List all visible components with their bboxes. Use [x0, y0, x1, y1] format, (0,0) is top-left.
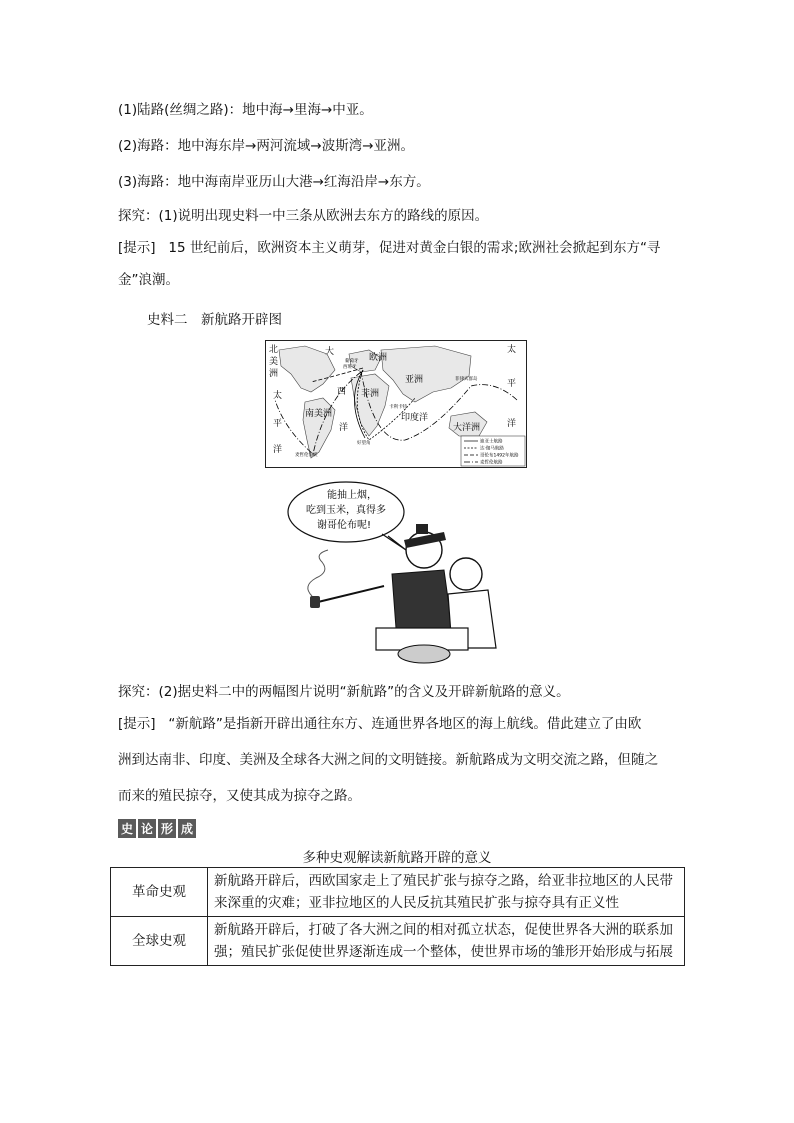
table-row: [111, 917, 685, 966]
question-2: 探究：(2)据史料二中的两幅图片说明“新航路”的含义及开辟新航路的意义。: [118, 684, 570, 700]
section-char-3: 形: [158, 819, 176, 838]
hint-2-line2: 洲到达南非、印度、美洲及全球各大洲之间的文明链接。新航路成为文明交流之路，但随之: [118, 752, 658, 768]
label-magellan-strait: 麦哲伦海峡: [295, 453, 318, 458]
label-pacific-right-1: 太: [507, 345, 517, 355]
label-europe: 欧洲: [369, 353, 388, 363]
route-1: (1)陆路(丝绸之路)：地中海→里海→中亚。: [118, 102, 373, 118]
hint-tag: [提示]: [118, 240, 156, 256]
figure-1-body: [392, 570, 452, 628]
label-philippines: 菲律宾群岛: [455, 377, 478, 382]
table-title: 多种史观解读新航路开辟的意义: [302, 850, 492, 866]
label-north-america-3: 洲: [269, 369, 279, 379]
row-2-value: 新航路开辟后，打破了各大洲之间的相对孤立状态，促使世界各大洲的联系加强；殖民扩张促使世界逐渐连成一个整体，使世界市场的雏形开始形成与拓展: [208, 917, 685, 966]
label-pacific-left-2: 平: [273, 419, 283, 429]
label-north-america-2: 美: [269, 357, 279, 367]
question-1: 探究：(1)说明出现史料一中三条从欧洲去东方的路线的原因。: [118, 208, 489, 224]
hint-2-text: “新航路”是指新开辟出通往东方、连通世界各地区的海上航线。借此建立了由欧: [168, 716, 642, 732]
hint-tag-2: [提示]: [118, 716, 156, 732]
label-atlantic-3: 洋: [339, 423, 349, 433]
figure-2-head: [450, 558, 482, 590]
bubble-line-3: 谢哥伦布呢!: [316, 520, 372, 531]
pipe-icon: [318, 586, 384, 602]
label-calicut: 卡利卡特: [389, 405, 407, 410]
hint-2-line1: [118, 714, 641, 734]
label-pacific-left-3: 洋: [273, 445, 283, 455]
section-char-2: 论: [138, 819, 156, 838]
label-indian-ocean: 印度洋: [401, 413, 429, 423]
new-routes-map: [265, 340, 527, 468]
hint-1-text: 15 世纪前后，欧洲资本主义萌芽，促进对黄金白银的需求;欧洲社会掀起到东方“寻: [168, 240, 661, 256]
label-africa: 非洲: [361, 389, 380, 399]
smoke: [308, 550, 328, 596]
cartoon-illustration: [284, 478, 508, 668]
legend-columbus: 哥伦布1492年航路: [480, 453, 519, 459]
route-3: (3)海路：地中海南岸亚历山大港→红海沿岸→东方。: [118, 174, 430, 190]
label-asia: 亚洲: [405, 375, 424, 385]
label-oceania: 大洋洲: [453, 423, 481, 433]
bubble-line-2: 吃到玉米，真得多: [306, 505, 386, 516]
route-2: (2)海路：地中海东岸→两河流域→波斯湾→亚洲。: [118, 138, 415, 154]
legend-dias: 迪亚士航路: [480, 439, 503, 445]
material-2-caption: 史料二 新航路开辟图: [147, 312, 282, 328]
label-south-america: 南美洲: [305, 409, 333, 419]
label-pacific-left-1: 太: [273, 391, 283, 401]
label-pacific-right-3: 洋: [507, 419, 517, 429]
section-badge: [118, 819, 196, 838]
row-1-key: 革命史观: [111, 868, 208, 917]
hint-1-line1: [118, 238, 660, 258]
label-north-america-1: 北: [269, 345, 279, 355]
label-cape: 好望角: [357, 441, 371, 446]
label-atlantic-1: 大: [325, 347, 335, 357]
history-views-table: [110, 867, 685, 966]
bowl-icon: [398, 645, 450, 663]
hint-2-line3: 而来的殖民掠夺，又使其成为掠夺之路。: [118, 788, 361, 804]
legend-gama: 达·伽马航路: [480, 446, 504, 452]
label-atlantic-2: 西: [337, 387, 347, 397]
section-char-4: 成: [178, 819, 196, 838]
row-2-key: 全球史观: [111, 917, 208, 966]
bubble-line-1: 能抽上烟，: [327, 490, 377, 501]
label-portugal: 葡萄牙: [345, 359, 359, 364]
hint-1-line2: 金”浪潮。: [118, 272, 179, 288]
legend-magellan: 麦哲伦航路: [480, 460, 503, 466]
label-spain: 西班牙: [343, 365, 357, 370]
row-1-value: 新航路开辟后，西欧国家走上了殖民扩张与掠夺之路，给亚非拉地区的人民带来深重的灾难；亚非拉地区的人民反抗其殖民扩张与掠夺具有正义性: [208, 868, 685, 917]
table-row: [111, 868, 685, 917]
section-char-1: 史: [118, 819, 136, 838]
label-pacific-right-2: 平: [507, 379, 517, 389]
